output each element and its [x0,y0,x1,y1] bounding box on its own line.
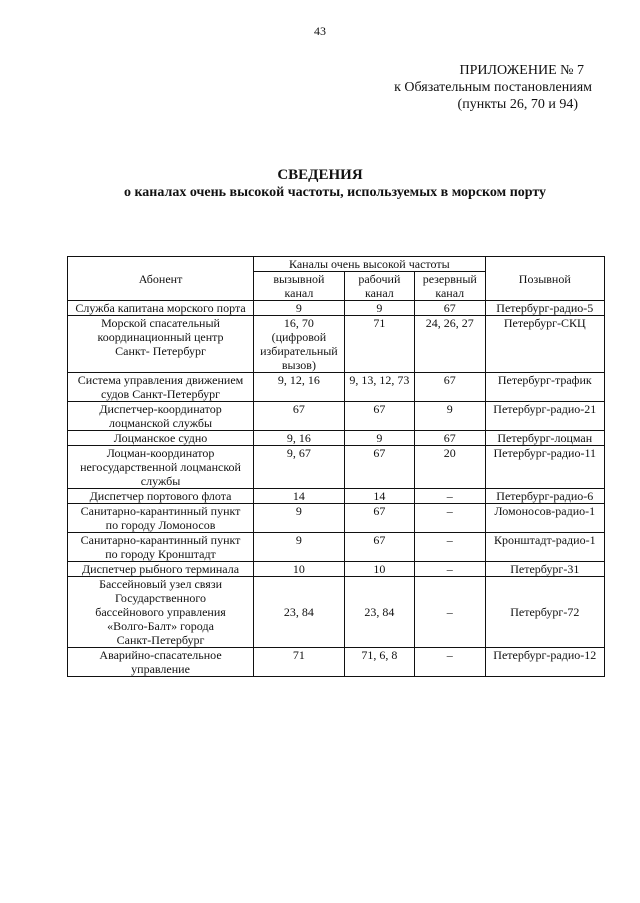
table-row [68,489,605,504]
cell-callsign [485,489,604,504]
cell-line: Петербург-радио-6 [496,489,594,503]
appendix-header [394,62,592,113]
table-row [68,562,605,577]
cell-line: Петербург-радио-11 [493,446,597,460]
document-heading [0,166,640,202]
table-row [68,577,605,648]
cell-working-channel [344,301,414,316]
cell-calling-channel [254,648,345,677]
cell-line: 71, 6, 8 [361,648,398,662]
cell-calling-channel [254,504,345,533]
cell-line: Аварийно-спасательное [99,648,222,662]
cell-subscriber [68,562,254,577]
table-row [68,504,605,533]
cell-line: 14 [292,489,305,503]
cell-line: Санитарно-карантинный пункт [80,504,241,518]
cell-calling-channel [254,373,345,402]
cell-line: Петербург-радио-12 [493,648,597,662]
cell-callsign [485,431,604,446]
cell-calling-channel [254,446,345,489]
cell-working-channel [344,402,414,431]
cell-line: Петербург-радио-5 [496,301,594,315]
cell-line: Петербург-31 [510,562,580,576]
cell-line: – [446,489,453,503]
cell-line: Бассейновый узел связи [99,577,222,591]
cell-line: 24, 26, 27 [425,316,474,330]
cell-subscriber [68,504,254,533]
cell-reserve-channel [414,504,485,533]
cell-reserve-channel [414,648,485,677]
cell-callsign [485,648,604,677]
table-row [68,431,605,446]
cell-line: 10 [292,562,305,576]
cell-line: Лоцманское судно [113,431,208,445]
header-reserve-channel [414,272,485,301]
table-row [68,533,605,562]
cell-line: – [446,648,453,662]
cell-line: Петербург-72 [510,605,580,619]
cell-line: 9 [376,301,383,315]
cell-line: – [446,533,453,547]
cell-line: 67 [443,373,456,387]
cell-line: избирательный [260,344,338,358]
cell-line: координационный центр [97,330,224,344]
cell-reserve-channel [414,533,485,562]
cell-subscriber [68,446,254,489]
cell-line: 9, 12, 16 [277,373,320,387]
table-row [68,402,605,431]
cell-line: 16, 70 [283,316,314,330]
cell-reserve-channel [414,489,485,504]
cell-calling-channel [254,489,345,504]
cell-callsign [485,562,604,577]
cell-callsign [485,402,604,431]
document-subtitle: о каналах очень высокой частоты, используемых в морском порту [123,185,547,200]
cell-line: Санкт- Петербург [115,344,206,358]
cell-line: 20 [443,446,456,460]
cell-line: – [446,562,453,576]
cell-line: 9, 16 [286,431,311,445]
cell-callsign [485,373,604,402]
cell-working-channel [344,504,414,533]
cell-working-channel [344,648,414,677]
cell-reserve-channel [414,577,485,648]
cell-line: Диспетчер портового флота [89,489,232,503]
cell-line: 23, 84 [364,605,395,619]
cell-working-channel [344,316,414,373]
cell-line: 67 [292,402,305,416]
cell-line: 67 [443,431,456,445]
header-subscriber: Абонент [68,257,254,301]
cell-calling-channel [254,431,345,446]
cell-reserve-channel [414,446,485,489]
vhf-channels-table [67,256,605,677]
cell-reserve-channel [414,373,485,402]
cell-working-channel [344,373,414,402]
cell-line: Петербург-СКЦ [503,316,586,330]
cell-line: Государственного [115,591,207,605]
header-calling-channel [254,272,345,301]
cell-line: 9, 67 [286,446,311,460]
cell-line: «Волго-Балт» города [107,619,214,633]
cell-reserve-channel [414,301,485,316]
header-line: канал [435,286,465,300]
table-row [68,446,605,489]
table-row [68,648,605,677]
header-working-channel [344,272,414,301]
cell-subscriber [68,301,254,316]
cell-reserve-channel [414,402,485,431]
cell-working-channel [344,533,414,562]
cell-reserve-channel [414,431,485,446]
cell-line: 9 [376,431,383,445]
header-line: резервный [422,272,477,286]
page-number: 43 [314,24,326,38]
cell-line: управление [131,662,190,676]
cell-line: судов Санкт-Петербург [101,387,221,401]
cell-line: 67 [373,533,386,547]
cell-calling-channel [254,316,345,373]
cell-working-channel [344,562,414,577]
cell-line: – [446,605,453,619]
cell-working-channel [344,489,414,504]
cell-line: 14 [373,489,386,503]
table-row [68,373,605,402]
cell-callsign [485,301,604,316]
cell-subscriber [68,648,254,677]
cell-line: 67 [373,402,386,416]
cell-subscriber [68,489,254,504]
cell-callsign [485,533,604,562]
header-line: рабочий [358,272,401,286]
cell-subscriber [68,533,254,562]
appendix-title: ПРИЛОЖЕНИЕ № 7 [459,63,584,78]
cell-callsign [485,316,604,373]
table-row [68,316,605,373]
cell-line: 10 [373,562,386,576]
cell-line: 23, 84 [283,605,314,619]
cell-line: вызов) [281,358,316,372]
cell-line: 9 [295,301,302,315]
cell-callsign [485,446,604,489]
table-row [68,301,605,316]
cell-reserve-channel [414,316,485,373]
table-body [68,301,605,677]
table-header-row [68,257,605,272]
cell-calling-channel [254,301,345,316]
appendix-subtitle: к Обязательным постановлениям [394,80,592,95]
cell-subscriber [68,402,254,431]
cell-subscriber [68,431,254,446]
cell-line: Система управления движением [77,373,244,387]
cell-line: 71 [373,316,386,330]
header-vhf-channels: Каналы очень высокой частоты [254,257,485,272]
header-line: вызывной [273,272,325,286]
cell-calling-channel [254,402,345,431]
cell-line: службы [140,474,181,488]
cell-calling-channel [254,562,345,577]
cell-line: Ломоносов-радио-1 [494,504,596,518]
cell-line: 71 [292,648,305,662]
cell-line: Санкт-Петербург [116,633,205,647]
cell-calling-channel [254,577,345,648]
cell-line: Диспетчер рыбного терминала [81,562,240,576]
cell-subscriber [68,577,254,648]
cell-line: 67 [443,301,456,315]
cell-line: Петербург-трафик [497,373,592,387]
cell-callsign [485,504,604,533]
cell-line: Санитарно-карантинный пункт [80,533,241,547]
cell-line: по городу Ломоносов [105,518,216,532]
cell-callsign [485,577,604,648]
header-callsign: Позывной [485,257,604,301]
cell-working-channel [344,577,414,648]
cell-working-channel [344,446,414,489]
cell-line: 9, 13, 12, 73 [349,373,410,387]
cell-line: 9 [446,402,453,416]
cell-line: Служба капитана морского порта [75,301,246,315]
cell-line: Петербург-радио-21 [493,402,597,416]
cell-line: (цифровой [271,330,327,344]
cell-line: лоцманской службы [108,416,213,430]
cell-line: негосударственной лоцманской [80,460,241,474]
document-title: СВЕДЕНИЯ [277,167,363,183]
cell-line: Петербург-лоцман [497,431,593,445]
header-line: канал [364,286,394,300]
header-line: канал [284,286,314,300]
cell-line: 67 [373,504,386,518]
cell-subscriber [68,316,254,373]
cell-line: 9 [295,533,302,547]
appendix-points: (пункты 26, 70 и 94) [457,97,578,112]
cell-line: по городу Кронштадт [105,547,216,561]
cell-calling-channel [254,533,345,562]
cell-subscriber [68,373,254,402]
cell-working-channel [344,431,414,446]
cell-line: 9 [295,504,302,518]
cell-line: Лоцман-координатор [106,446,215,460]
cell-line: Морской спасательный [101,316,220,330]
cell-reserve-channel [414,562,485,577]
cell-line: Кронштадт-радио-1 [493,533,596,547]
cell-line: Диспетчер-координатор [99,402,222,416]
cell-line: 67 [373,446,386,460]
cell-line: бассейнового управления [95,605,226,619]
cell-line: – [446,504,453,518]
